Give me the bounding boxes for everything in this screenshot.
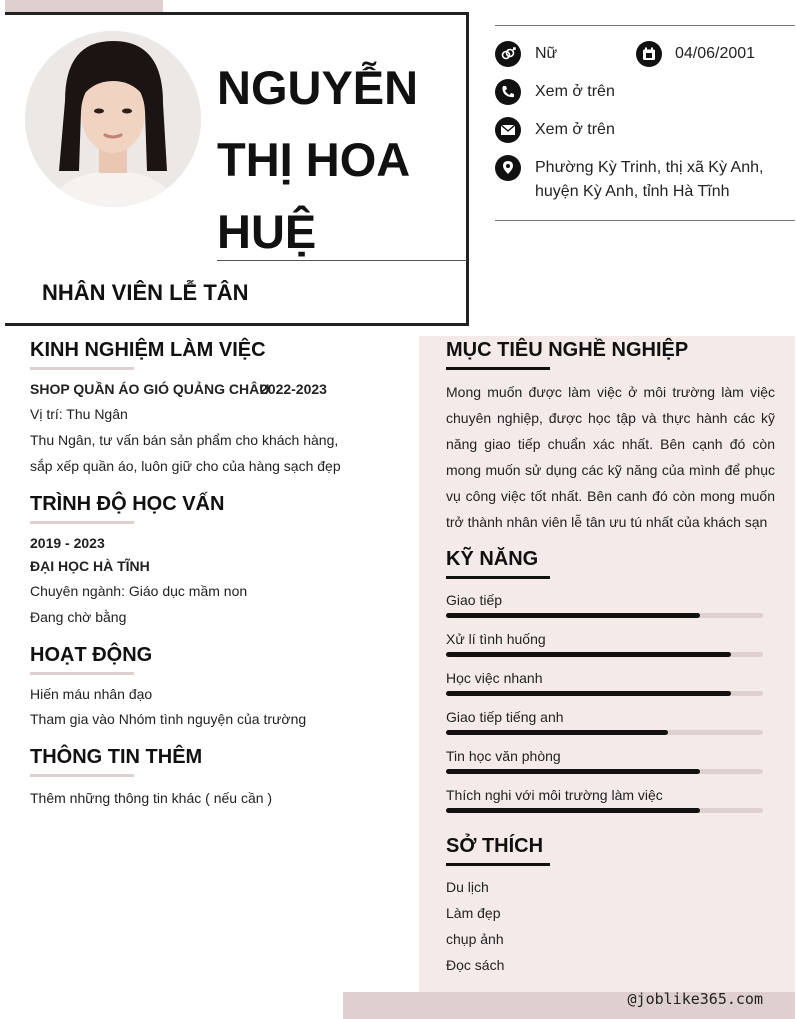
experience-title: KINH NGHIỆM LÀM VIỆC bbox=[30, 339, 266, 361]
experience-period: 2022-2023 bbox=[260, 381, 327, 397]
education-title: TRÌNH ĐỘ HỌC VẤN bbox=[30, 493, 225, 515]
skill-label: Thích nghi với môi trường làm việc bbox=[446, 787, 663, 803]
education-underline bbox=[30, 521, 134, 524]
address-line-1: Phường Kỳ Trinh, thị xã Kỳ Anh, bbox=[535, 159, 764, 176]
experience-desc-line-2: sắp xếp quần áo, luôn giữ cho của hàng sạch đẹp bbox=[30, 458, 341, 474]
education-major: Chuyên ngành: Giáo dục mầm non bbox=[30, 583, 248, 599]
extra-info-text: Thêm những thông tin khác ( nếu cần ) bbox=[30, 790, 273, 806]
skill-level-fill bbox=[446, 691, 731, 696]
skills-underline bbox=[446, 576, 550, 579]
experience-underline bbox=[30, 367, 134, 370]
calendar-icon bbox=[636, 41, 662, 67]
name-divider bbox=[217, 260, 467, 261]
education-period: 2019 - 2023 bbox=[30, 535, 105, 551]
email-value: Xem ở trên bbox=[535, 121, 615, 138]
experience-position: Vị trí: Thu Ngân bbox=[30, 406, 128, 422]
experience-company: SHOP QUẦN ÁO GIÓ QUẢNG CHÂU bbox=[30, 381, 270, 397]
gender-icon bbox=[495, 41, 521, 67]
extra-info-underline bbox=[30, 774, 134, 777]
skill-level-fill bbox=[446, 808, 700, 813]
skill-level-track bbox=[446, 808, 763, 813]
skill-label: Học việc nhanh bbox=[446, 670, 543, 686]
activities-underline bbox=[30, 672, 134, 675]
skill-level-track bbox=[446, 730, 763, 735]
job-title: NHÂN VIÊN LỄ TÂN bbox=[42, 280, 249, 305]
name-line-3: HUỆ bbox=[217, 205, 317, 258]
objective-underline bbox=[446, 367, 550, 370]
skill-label: Giao tiếp bbox=[446, 592, 503, 608]
skill-level-fill bbox=[446, 769, 700, 774]
profile-photo bbox=[25, 31, 201, 207]
gender-value: Nữ bbox=[535, 45, 558, 62]
candidate-name bbox=[217, 52, 457, 268]
footer-watermark: @joblike365.com bbox=[627, 990, 763, 1008]
hobbies-underline bbox=[446, 863, 550, 866]
contact-bottom-divider bbox=[495, 220, 795, 221]
hobby-item: Du lịch bbox=[446, 879, 489, 895]
contact-top-divider bbox=[495, 25, 795, 26]
mail-icon bbox=[495, 117, 521, 143]
activity-item: Tham gia vào Nhóm tình nguyện của trường bbox=[30, 711, 307, 727]
skill-label: Tin học văn phòng bbox=[446, 748, 561, 764]
hobby-item: chụp ảnh bbox=[446, 931, 504, 947]
activities-title: HOẠT ĐỘNG bbox=[30, 644, 153, 666]
activity-item: Hiến máu nhân đạo bbox=[30, 686, 153, 702]
skill-level-track bbox=[446, 769, 763, 774]
education-school: ĐẠI HỌC HÀ TĨNH bbox=[30, 558, 150, 574]
skill-label: Giao tiếp tiếng anh bbox=[446, 709, 564, 725]
skill-level-track bbox=[446, 613, 763, 618]
name-line-1: NGUYỄN bbox=[217, 61, 419, 114]
skill-level-fill bbox=[446, 730, 668, 735]
phone-icon bbox=[495, 79, 521, 105]
phone-value: Xem ở trên bbox=[535, 83, 615, 100]
objective-title: MỤC TIÊU NGHỀ NGHIỆP bbox=[446, 339, 689, 361]
location-pin-icon bbox=[495, 155, 521, 181]
skill-level-track bbox=[446, 652, 763, 657]
skill-level-fill bbox=[446, 613, 700, 618]
address-line-2: huyện Kỳ Anh, tỉnh Hà Tĩnh bbox=[535, 183, 730, 200]
extra-info-title: THÔNG TIN THÊM bbox=[30, 746, 203, 768]
hobby-item: Đọc sách bbox=[446, 957, 505, 973]
name-line-2: THỊ HOA bbox=[217, 133, 411, 186]
experience-desc-line-1: Thu Ngân, tư vấn bán sản phẩm cho khách hàng, bbox=[30, 432, 339, 448]
hobbies-title: SỞ THÍCH bbox=[446, 835, 544, 857]
skills-title: KỸ NĂNG bbox=[446, 548, 539, 570]
skill-label: Xử lí tình huống bbox=[446, 631, 546, 647]
hobby-item: Làm đẹp bbox=[446, 905, 501, 921]
skill-level-fill bbox=[446, 652, 731, 657]
education-status: Đang chờ bằng bbox=[30, 609, 127, 625]
skill-level-track bbox=[446, 691, 763, 696]
birthdate-value: 04/06/2001 bbox=[675, 45, 756, 62]
objective-text: Mong muốn được làm việc ở môi trường làm việc chuyên nghiệp, được học tập và thực hành các kỹ năng giao tiếp chuẩn xác nhất. Bên cạnh đó còn mong muốn sử dụng các kỹ năng của mình để phục vụ công việc tốt nhất. Bên canh đó còn mong muốn trở thành nhân viên lễ tân ưu tú nhất của khách sạn bbox=[446, 384, 775, 530]
